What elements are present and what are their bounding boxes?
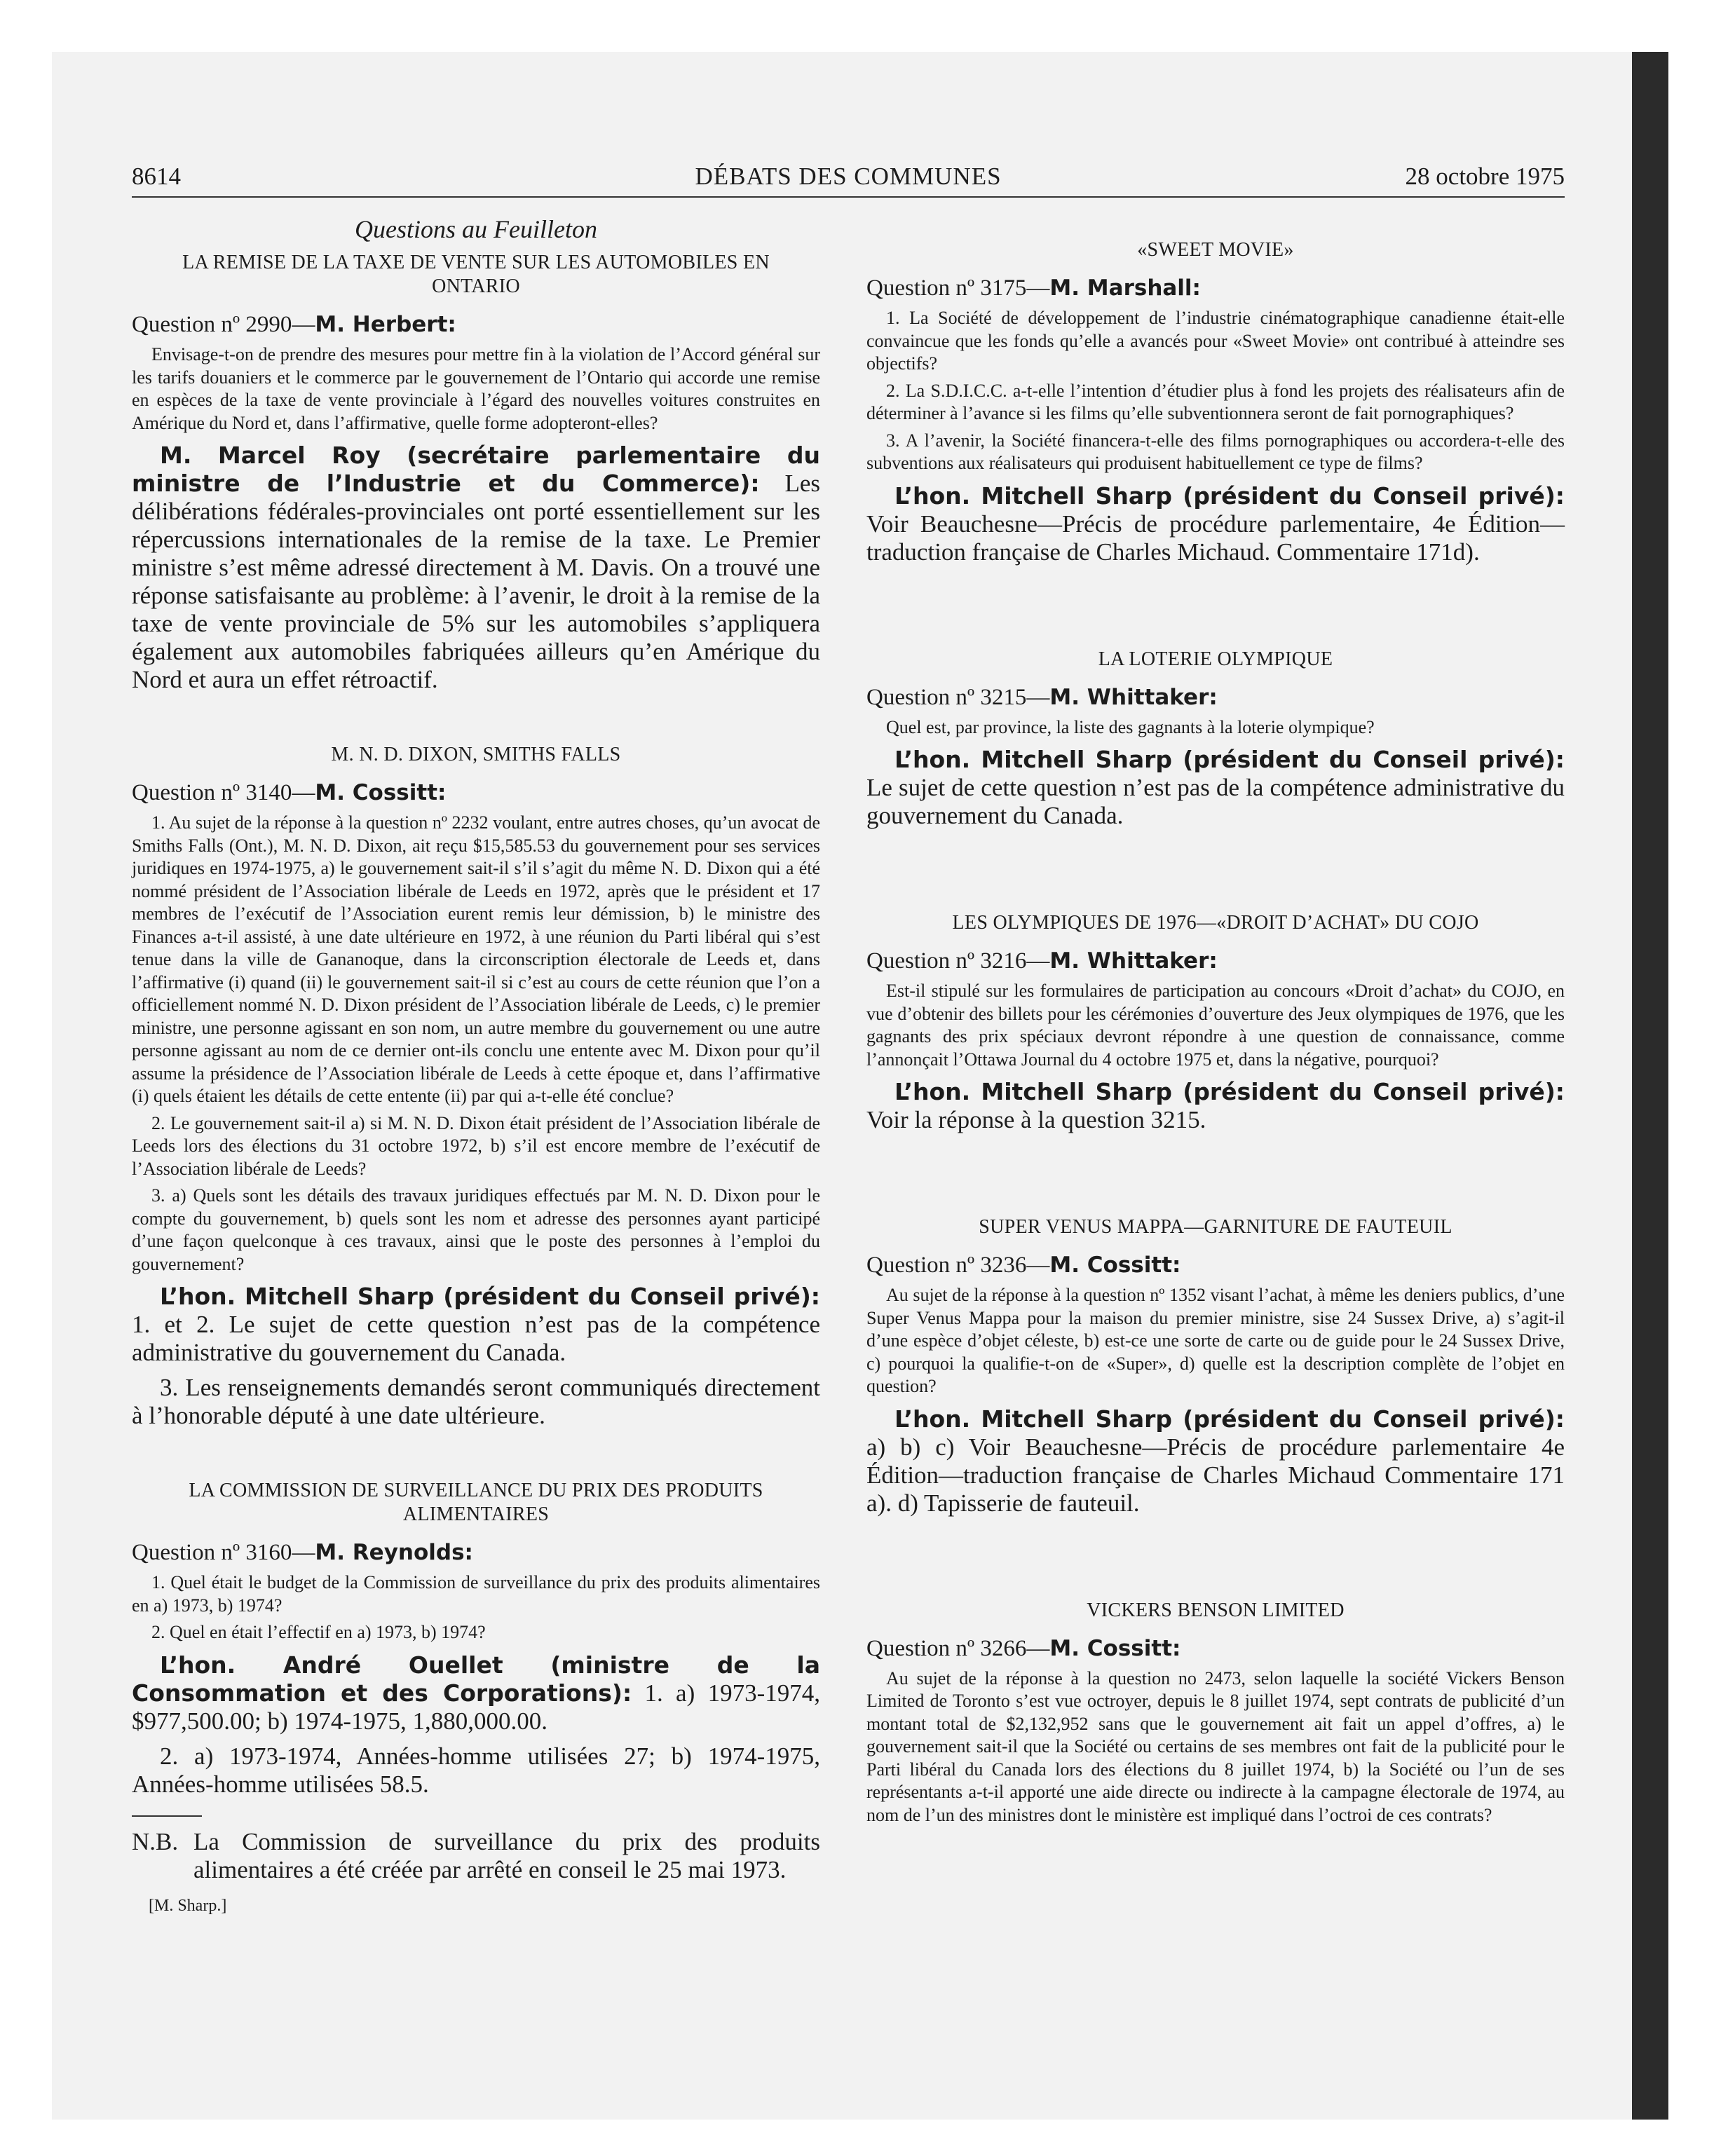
answer-text: Voir Beauchesne—Précis de procédure parlementaire, 4e Édition—traduction française de Charles Michaud. Commentaire 171d). <box>866 510 1565 566</box>
answer-speaker: L’hon. Mitchell Sharp (président du Conseil privé): <box>894 482 1565 510</box>
section-title: LES OLYMPIQUES DE 1976—«DROIT D’ACHAT» DU COJO <box>952 912 1479 934</box>
question-text: 2. Quel en était l’effectif en a) 1973, b) 1974? <box>151 1622 486 1642</box>
question-text: 3. A l’avenir, la Société financera-t-elle des films pornographiques ou accordera-t-elle des subventions aux réalisateurs qui produisent habituellement ce type de films? <box>866 430 1565 473</box>
question-line <box>866 1250 1565 1280</box>
question-text: 2. La S.D.I.C.C. a-t-elle l’intention d’étudier plus à fond les projets des réalisateurs afin de déterminer à l’avance si les films qu’elle subventionnera seront de fait pornographiques? <box>866 380 1565 423</box>
question-text: 1. La Société de développement de l’industrie cinématographique canadienne était-elle convaincue que les fonds qu’elle a avancés pour «Sweet Movie» ont contribué à atteindre ses objectifs? <box>866 308 1565 374</box>
nota-bene-text: La Commission de surveillance du prix des produits alimentaires a été créée par arrêté en conseil le 25 mai 1973. <box>193 1827 820 1883</box>
answer-text: 2. a) 1973-1974, Années-homme utilisées 27; b) 1974-1975, Années-homme utilisées 58.5. <box>132 1742 820 1798</box>
publication-title: DÉBATS DES COMMUNES <box>695 163 1002 190</box>
section-title: VICKERS BENSON LIMITED <box>1087 1599 1345 1621</box>
question-member: M. Herbert: <box>315 312 456 337</box>
answer-speaker: L’hon. Mitchell Sharp (président du Conseil privé): <box>894 1405 1565 1433</box>
question-line <box>866 683 1565 712</box>
left-column <box>132 210 820 1916</box>
answer-text: Les délibérations fédérales-provinciales ont porté essentiellement sur les répercussions internationales de la remise de la taxe. Le Premier ministre s’est même adressé directement à M. Davis. On a trouvé une réponse satisfaisante au problème: à l’avenir, le droit à la remise de la taxe de vente provinciale de 5% sur les automobiles s’appliquera également aux automobiles fabriquées ailleurs qu’en Amérique du Nord et aura un effet rétroactif. <box>132 470 820 693</box>
answer-speaker: M. Marcel Roy (secrétaire parlementaire du ministre de l’Industrie et du Commerce): <box>132 442 820 497</box>
scan-edge-bar <box>1632 52 1668 2120</box>
page-number: 8614 <box>132 163 181 190</box>
question-member: M. Cossitt: <box>315 780 447 805</box>
answer-text: Le sujet de cette question n’est pas de la compétence administrative du gouvernement du Canada. <box>866 774 1565 829</box>
question-member: M. Cossitt: <box>1049 1253 1181 1278</box>
question-member: M. Marshall: <box>1049 275 1201 301</box>
question-text: 3. a) Quels sont les détails des travaux juridiques effectués par M. N. D. Dixon pour le compte du gouvernement, b) quels sont les nom et adresse des personnes ayant participé d’une façon quelconque à ces travaux, ainsi que le poste des personnes à l’emploi du gouvernement? <box>132 1185 820 1274</box>
question-text: 2. Le gouvernement sait-il a) si M. N. D. Dixon était président de l’Association libérale de Leeds lors des élections du 31 octobre 1972, b) s’il est encore membre de l’exécutif de l’Association libérale de Leeds? <box>132 1112 820 1179</box>
question-number: Question nº 3160— <box>132 1540 315 1565</box>
answer-text: 3. Les renseignements demandés seront communiqués directement à l’honorable député à une date ultérieure. <box>132 1374 820 1429</box>
signature: [M. Sharp.] <box>149 1896 227 1915</box>
answer-text: 1. a) 1973-1974, $977,500.00; b) 1974-1975, 1,880,000.00. <box>132 1679 820 1735</box>
question-number: Question nº 3215— <box>866 684 1050 710</box>
section-title: LA REMISE DE LA TAXE DE VENTE SUR LES AUTOMOBILES EN ONTARIO <box>182 252 770 297</box>
question-line <box>132 778 820 807</box>
question-text: Envisage-t-on de prendre des mesures pour mettre fin à la violation de l’Accord général sur les tarifs douaniers et le commerce par le gouvernement de l’Ontario qui accorde une remise en espèces de la taxe de vente provinciale à l’égard des nouvelles voitures construites en Amérique du Nord et, dans l’affirmative, quelle forme adopteront-elles? <box>132 344 820 433</box>
question-member: M. Whittaker: <box>1049 948 1218 974</box>
right-column <box>866 238 1565 1831</box>
question-text: 1. Au sujet de la réponse à la question nº 2232 voulant, entre autres choses, qu’un avocat de Smiths Falls (Ont.), M. N. D. Dixon, ait reçu $15,585.53 du gouvernement pour ses services juridiques en 1974-1975, a) le gouvernement sait-il s’il s’agit du même N. D. Dixon qui a été nommé président de l’Association libérale de Leeds en 1972, après que le président et 17 membres de l’exécutif de l’Association eurent remis leur démission, b) le ministre des Finances a-t-il assisté, à une date ultérieure en 1972, à une réunion du Parti libéral qui s’est tenue dans la ville de Gananoque, dans la circonscription électorale de Leeds et, dans l’affirmative (i) quand (ii) le gouvernement sait-il si c’est au cours de cette réunion que l’on a officiellement nommé N. D. Dixon président de l’Association libérale de Leeds, c) le premier ministre, une personne agissant en son nom, un autre membre du gouvernement ou une autre personne agissant au nom de ce dernier ont-ils conclu une entente avec M. Dixon pour qu’il assume la présidence de l’Association libérale de Leeds à cette époque et, dans l’affirmative (i) quels étaient les détails de cette entente (ii) par qui a-t-elle été conclue? <box>132 812 820 1106</box>
answer <box>866 1405 1565 1517</box>
question-line <box>132 310 820 339</box>
section-label: Questions au Feuilleton <box>355 215 597 243</box>
answer <box>132 442 820 694</box>
question-line <box>866 1634 1565 1663</box>
answer-text: Voir la réponse à la question 3215. <box>866 1106 1206 1133</box>
answer <box>866 1078 1565 1134</box>
section-title: SUPER VENUS MAPPA—GARNITURE DE FAUTEUIL <box>979 1216 1452 1238</box>
question-text: Quel est, par province, la liste des gagnants à la loterie olympique? <box>886 716 1375 737</box>
answer <box>132 1283 820 1367</box>
section-title: LA COMMISSION DE SURVEILLANCE DU PRIX DES PRODUITS ALIMENTAIRES <box>189 1480 763 1525</box>
answer-text: 1. et 2. Le sujet de cette question n’est pas de la compétence administrative du gouvernement du Canada. <box>132 1311 820 1366</box>
question-text: 1. Quel était le budget de la Commission de surveillance du prix des produits alimentaires en a) 1973, b) 1974? <box>132 1572 820 1616</box>
question-number: Question nº 3175— <box>866 275 1050 301</box>
question-number: Question nº 2990— <box>132 312 315 337</box>
nota-bene-label: N.B. <box>132 1827 179 1855</box>
divider <box>132 1815 202 1817</box>
question-number: Question nº 3140— <box>132 780 315 805</box>
question-number: Question nº 3236— <box>866 1253 1050 1278</box>
question-line <box>132 1538 820 1567</box>
page-date: 28 octobre 1975 <box>1405 163 1565 190</box>
question-member: M. Reynolds: <box>315 1540 473 1565</box>
answer <box>866 482 1565 566</box>
answer <box>866 746 1565 830</box>
answer <box>132 1651 820 1735</box>
question-text: Est-il stipulé sur les formulaires de participation au concours «Droit d’achat» du COJO, en vue d’obtenir des billets pour les cérémonies d’ouverture des Jeux olympiques de 1976, que les gagnants des prix spéciaux devront répondre à une question de connaissance, comme l’annonçait l’Ottawa Journal du 4 octobre 1975 et, dans la négative, pourquoi? <box>866 981 1565 1070</box>
answer-speaker: L’hon. André Ouellet (ministre de la Consommation et des Corporations): <box>132 1651 820 1707</box>
page-header <box>132 157 1565 198</box>
nota-bene <box>132 1828 820 1884</box>
section-title: LA LOTERIE OLYMPIQUE <box>1098 648 1333 670</box>
question-member: M. Whittaker: <box>1049 684 1218 710</box>
answer-speaker: L’hon. Mitchell Sharp (président du Conseil privé): <box>894 746 1565 773</box>
section-title: M. N. D. DIXON, SMITHS FALLS <box>331 744 621 765</box>
section-title: «SWEET MOVIE» <box>1137 239 1294 261</box>
answer-text: a) b) c) Voir Beauchesne—Précis de procédure parlementaire 4e Édition—traduction française de Charles Michaud Commentaire 171 a). d) Tapisserie de fauteuil. <box>866 1433 1565 1517</box>
question-number: Question nº 3216— <box>866 948 1050 974</box>
answer-speaker: L’hon. Mitchell Sharp (président du Conseil privé): <box>894 1078 1565 1105</box>
question-number: Question nº 3266— <box>866 1635 1050 1661</box>
question-line <box>866 946 1565 976</box>
question-member: M. Cossitt: <box>1049 1635 1181 1661</box>
question-text: Au sujet de la réponse à la question nº 1352 visant l’achat, à même les deniers publics, d’une Super Venus Mappa pour la maison du premier ministre, sise 24 Sussex Drive, a) s’agit-il d’une espèce d’objet céleste, b) est-ce une sorte de carte ou de guide pour le 24 Sussex Drive, c) pourquoi la qualifie-t-on de «Super», d) quelle est la description complète de l’objet en question? <box>866 1285 1565 1396</box>
answer-speaker: L’hon. Mitchell Sharp (président du Conseil privé): <box>160 1283 820 1310</box>
question-line <box>866 273 1565 303</box>
question-text: Au sujet de la réponse à la question no 2473, selon laquelle la société Vickers Benson Limited de Toronto s’est vue octroyer, depuis le 8 juillet 1974, sept contrats de publicité d’un montant total de $2,132,952 sans que le gouvernement ait fait un appel d’offres, a) le gouvernement sait-il que la Société ou certains de ses membres ont fait de la publicité pour le Parti libéral du Canada lors des élections du 8 juillet 1974, b) la Société ou l’un de ses représentants a-t-il apporté une aide directe ou indirecte à la campagne électorale de 1974, au nom de l’un des ministres dont le ministère est impliqué dans l’octroi de ces contrats? <box>866 1667 1565 1825</box>
